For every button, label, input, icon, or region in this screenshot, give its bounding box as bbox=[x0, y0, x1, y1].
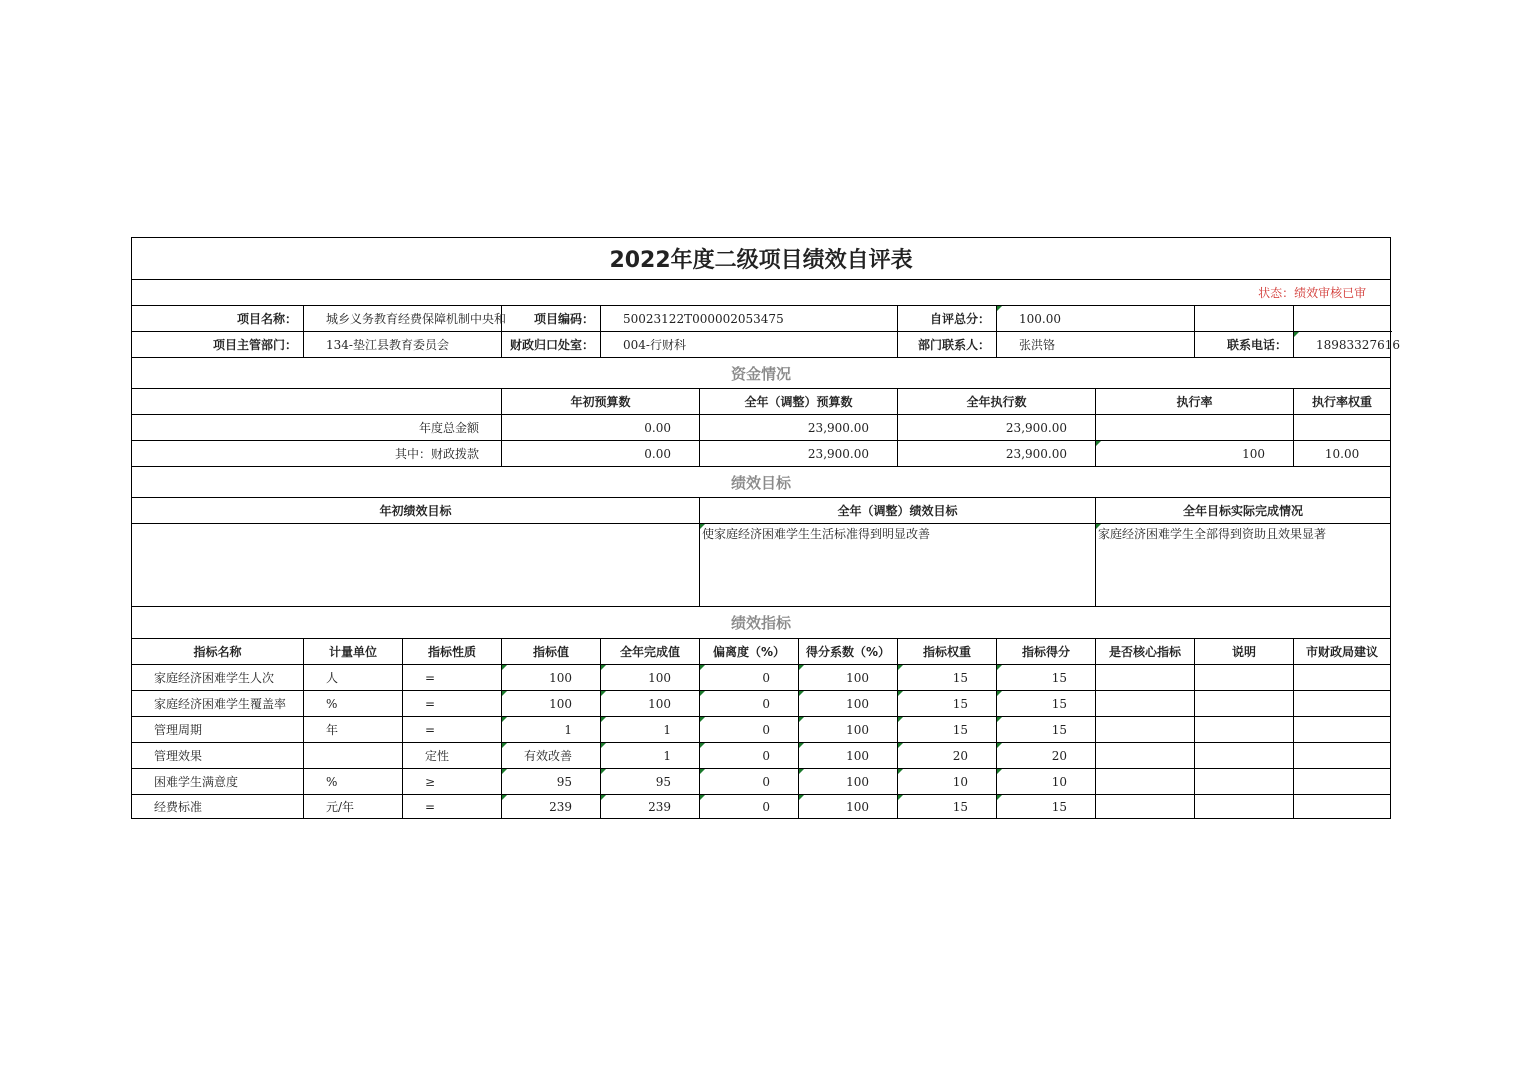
indicator-deviation: 0 bbox=[700, 795, 799, 819]
indicator-note bbox=[1195, 769, 1294, 795]
indicator-advice bbox=[1294, 743, 1391, 769]
project-code-value: 50023122T000002053475 bbox=[601, 306, 898, 332]
total-score-label: 自评总分： bbox=[898, 306, 997, 332]
indicator-target: 95 bbox=[502, 769, 601, 795]
indicator-weight: 20 bbox=[898, 743, 997, 769]
funds-row-label: 年度总金额 bbox=[132, 415, 502, 441]
indicator-weight: 15 bbox=[898, 717, 997, 743]
indicator-name: 经费标准 bbox=[132, 795, 304, 819]
indicator-score: 10 bbox=[997, 769, 1096, 795]
goals-header-row bbox=[132, 498, 1391, 524]
ind-header-nature: 指标性质 bbox=[403, 639, 502, 665]
indicator-name: 管理效果 bbox=[132, 743, 304, 769]
funds-executed: 23,900.00 bbox=[898, 415, 1096, 441]
goals-header-initial: 年初绩效目标 bbox=[132, 498, 700, 524]
info-row-2 bbox=[132, 332, 1391, 358]
indicator-core bbox=[1096, 717, 1195, 743]
table-row bbox=[132, 795, 1391, 819]
indicator-target: 有效改善 bbox=[502, 743, 601, 769]
funds-header-initial: 年初预算数 bbox=[502, 389, 700, 415]
funds-weight: 10.00 bbox=[1294, 441, 1391, 467]
page-title: 2022年度二级项目绩效自评表 bbox=[132, 238, 1391, 280]
ind-header-actual: 全年完成值 bbox=[601, 639, 700, 665]
funds-header-blank bbox=[132, 389, 502, 415]
funds-row bbox=[132, 415, 1391, 441]
indicators-body bbox=[132, 665, 1391, 819]
indicator-advice bbox=[1294, 691, 1391, 717]
indicator-deviation: 0 bbox=[700, 665, 799, 691]
project-name-value: 城乡义务教育经费保障机制中央和 bbox=[304, 306, 502, 332]
indicator-actual: 1 bbox=[601, 743, 700, 769]
funds-header-executed: 全年执行数 bbox=[898, 389, 1096, 415]
office-value: 004-行财科 bbox=[601, 332, 898, 358]
indicators-header-row bbox=[132, 639, 1391, 665]
ind-header-score: 指标得分 bbox=[997, 639, 1096, 665]
funds-initial: 0.00 bbox=[502, 441, 700, 467]
dept-value: 134-垫江县教育委员会 bbox=[304, 332, 502, 358]
indicator-score: 15 bbox=[997, 717, 1096, 743]
indicator-deviation: 0 bbox=[700, 717, 799, 743]
ind-header-name: 指标名称 bbox=[132, 639, 304, 665]
indicator-actual: 95 bbox=[601, 769, 700, 795]
indicator-nature: = bbox=[403, 717, 502, 743]
goals-header-adjusted: 全年（调整）绩效目标 bbox=[700, 498, 1096, 524]
ind-header-weight: 指标权重 bbox=[898, 639, 997, 665]
contact-label: 部门联系人： bbox=[898, 332, 997, 358]
indicator-nature: = bbox=[403, 691, 502, 717]
funds-header-row bbox=[132, 389, 1391, 415]
ind-header-coef: 得分系数（%） bbox=[799, 639, 898, 665]
indicator-deviation: 0 bbox=[700, 743, 799, 769]
indicator-core bbox=[1096, 795, 1195, 819]
project-code-label: 项目编码： bbox=[502, 306, 601, 332]
indicator-score: 15 bbox=[997, 795, 1096, 819]
indicator-note bbox=[1195, 665, 1294, 691]
indicator-note bbox=[1195, 691, 1294, 717]
indicator-unit: % bbox=[304, 691, 403, 717]
indicator-note bbox=[1195, 795, 1294, 819]
funds-row bbox=[132, 441, 1391, 467]
indicator-unit: 年 bbox=[304, 717, 403, 743]
indicator-nature: ≥ bbox=[403, 769, 502, 795]
dept-label: 项目主管部门： bbox=[132, 332, 304, 358]
status-badge: 状态：绩效审核已审 bbox=[132, 280, 1391, 306]
empty-cell bbox=[1195, 306, 1294, 332]
goals-content-row bbox=[132, 524, 1391, 607]
funds-header-adjusted: 全年（调整）预算数 bbox=[700, 389, 898, 415]
indicator-unit: 元/年 bbox=[304, 795, 403, 819]
indicator-core bbox=[1096, 665, 1195, 691]
funds-rate bbox=[1096, 415, 1294, 441]
ind-header-note: 说明 bbox=[1195, 639, 1294, 665]
indicator-advice bbox=[1294, 769, 1391, 795]
funds-adjusted: 23,900.00 bbox=[700, 441, 898, 467]
indicator-unit: 人 bbox=[304, 665, 403, 691]
goal-initial-text bbox=[132, 524, 700, 607]
indicator-name: 困难学生满意度 bbox=[132, 769, 304, 795]
total-score-value: 100.00 bbox=[997, 306, 1195, 332]
indicator-weight: 15 bbox=[898, 665, 997, 691]
funds-section-title: 资金情况 bbox=[132, 358, 1391, 389]
indicator-nature: = bbox=[403, 795, 502, 819]
indicator-nature: = bbox=[403, 665, 502, 691]
office-label: 财政归口处室： bbox=[502, 332, 601, 358]
table-row bbox=[132, 717, 1391, 743]
goals-section-title: 绩效目标 bbox=[132, 467, 1391, 498]
indicator-coef: 100 bbox=[799, 795, 898, 819]
contact-value: 张洪铬 bbox=[997, 332, 1195, 358]
indicator-unit bbox=[304, 743, 403, 769]
indicator-target: 100 bbox=[502, 691, 601, 717]
funds-adjusted: 23,900.00 bbox=[700, 415, 898, 441]
indicator-core bbox=[1096, 691, 1195, 717]
indicator-actual: 239 bbox=[601, 795, 700, 819]
ind-header-target: 指标值 bbox=[502, 639, 601, 665]
indicator-name: 家庭经济困难学生覆盖率 bbox=[132, 691, 304, 717]
funds-rate: 100 bbox=[1096, 441, 1294, 467]
indicator-nature: 定性 bbox=[403, 743, 502, 769]
indicator-coef: 100 bbox=[799, 691, 898, 717]
indicator-actual: 100 bbox=[601, 691, 700, 717]
self-evaluation-table bbox=[131, 237, 1400, 819]
goals-header-actual: 全年目标实际完成情况 bbox=[1096, 498, 1391, 524]
indicator-advice bbox=[1294, 795, 1391, 819]
funds-header-weight: 执行率权重 bbox=[1294, 389, 1391, 415]
indicator-target: 1 bbox=[502, 717, 601, 743]
indicator-actual: 1 bbox=[601, 717, 700, 743]
indicator-weight: 15 bbox=[898, 691, 997, 717]
indicator-core bbox=[1096, 743, 1195, 769]
indicator-actual: 100 bbox=[601, 665, 700, 691]
empty-cell bbox=[1294, 306, 1391, 332]
indicator-advice bbox=[1294, 665, 1391, 691]
indicator-target: 239 bbox=[502, 795, 601, 819]
indicator-weight: 15 bbox=[898, 795, 997, 819]
funds-header-rate: 执行率 bbox=[1096, 389, 1294, 415]
indicator-coef: 100 bbox=[799, 665, 898, 691]
ind-header-deviation: 偏离度（%） bbox=[700, 639, 799, 665]
indicator-name: 管理周期 bbox=[132, 717, 304, 743]
indicator-name: 家庭经济困难学生人次 bbox=[132, 665, 304, 691]
table-row bbox=[132, 743, 1391, 769]
indicator-score: 15 bbox=[997, 691, 1096, 717]
info-row-1 bbox=[132, 306, 1391, 332]
funds-initial: 0.00 bbox=[502, 415, 700, 441]
indicator-weight: 10 bbox=[898, 769, 997, 795]
indicator-note bbox=[1195, 717, 1294, 743]
ind-header-advice: 市财政局建议 bbox=[1294, 639, 1391, 665]
table-row bbox=[132, 769, 1391, 795]
indicator-unit: % bbox=[304, 769, 403, 795]
indicator-deviation: 0 bbox=[700, 769, 799, 795]
table-row bbox=[132, 665, 1391, 691]
indicator-score: 20 bbox=[997, 743, 1096, 769]
table-row bbox=[132, 691, 1391, 717]
indicator-target: 100 bbox=[502, 665, 601, 691]
goal-adjusted-text: 使家庭经济困难学生生活标准得到明显改善 bbox=[700, 524, 1096, 607]
funds-weight bbox=[1294, 415, 1391, 441]
indicator-coef: 100 bbox=[799, 717, 898, 743]
indicator-coef: 100 bbox=[799, 769, 898, 795]
indicator-coef: 100 bbox=[799, 743, 898, 769]
indicator-note bbox=[1195, 743, 1294, 769]
funds-executed: 23,900.00 bbox=[898, 441, 1096, 467]
indicator-score: 15 bbox=[997, 665, 1096, 691]
phone-label: 联系电话： bbox=[1195, 332, 1294, 358]
indicators-section-title: 绩效指标 bbox=[132, 607, 1391, 639]
project-name-label: 项目名称： bbox=[132, 306, 304, 332]
phone-value: 18983327616 bbox=[1294, 332, 1391, 358]
goal-actual-text: 家庭经济困难学生全部得到资助且效果显著 bbox=[1096, 524, 1391, 607]
indicator-core bbox=[1096, 769, 1195, 795]
ind-header-unit: 计量单位 bbox=[304, 639, 403, 665]
ind-header-core: 是否核心指标 bbox=[1096, 639, 1195, 665]
funds-row-label: 其中：财政拨款 bbox=[132, 441, 502, 467]
indicator-deviation: 0 bbox=[700, 691, 799, 717]
indicator-advice bbox=[1294, 717, 1391, 743]
